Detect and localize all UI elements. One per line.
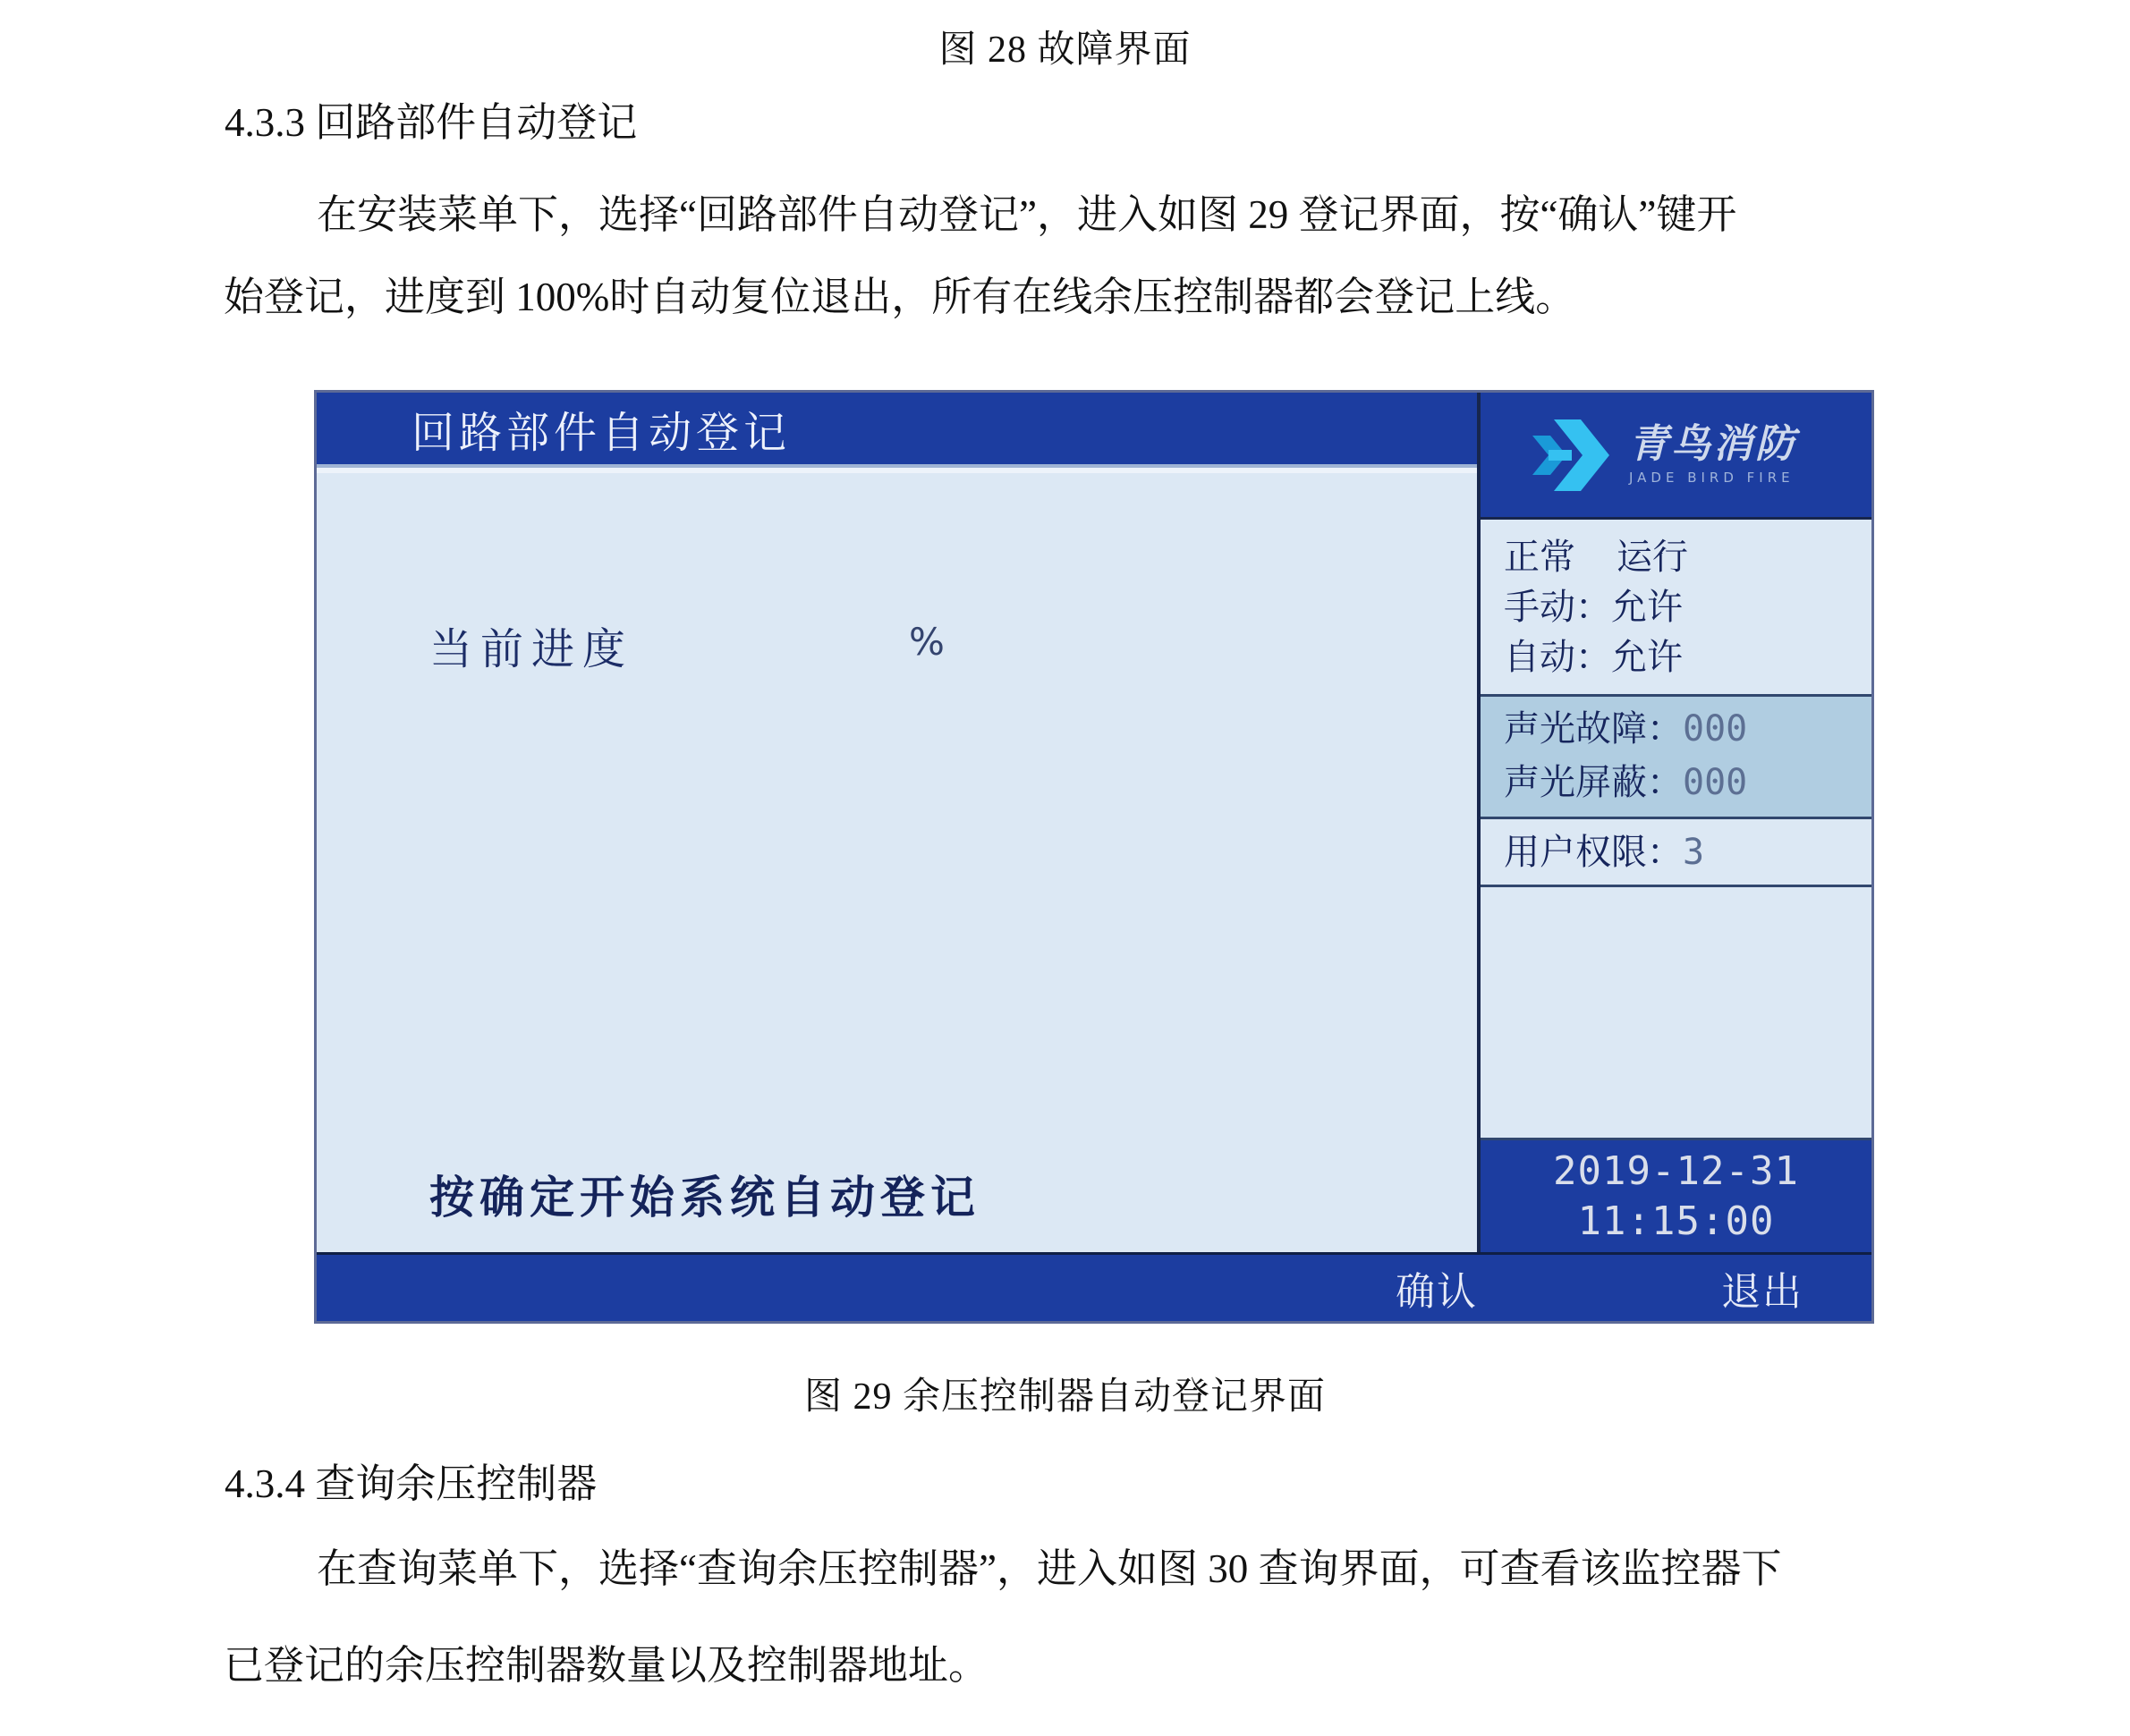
device-screen-body xyxy=(317,393,1871,1252)
paragraph-4-3-3-line1: 在安装菜单下，选择“回路部件自动登记”，进入如图 29 登记界面，按“确认”键开 xyxy=(317,192,1737,237)
device-screen-figure xyxy=(314,390,1874,1324)
screen-status-sidebar xyxy=(1477,393,1871,1252)
manual-value: 允许 xyxy=(1611,587,1683,628)
screen-softkey-bar xyxy=(317,1252,1871,1321)
figure-28-caption: 图 28 故障界面 xyxy=(938,30,1192,71)
progress-label: 当前进度 xyxy=(429,624,634,674)
state-value: 运行 xyxy=(1617,537,1688,578)
auto-label: 自动： xyxy=(1504,637,1611,678)
user-level-section xyxy=(1481,819,1871,887)
exit-button[interactable]: 退出 xyxy=(1721,1259,1803,1317)
brand-logo-block xyxy=(1481,393,1871,520)
manual-label: 手动： xyxy=(1504,587,1611,628)
status-row-auto xyxy=(1504,632,1871,682)
sound-shield-count: 000 xyxy=(1683,762,1748,803)
user-level-label: 用户权限： xyxy=(1504,831,1683,873)
section-4-3-3-heading: 4.3.3 回路部件自动登记 xyxy=(225,100,638,145)
progress-percent-unit: % xyxy=(909,620,945,664)
sound-shield-label: 声光屏蔽： xyxy=(1504,762,1683,803)
screen-main-area xyxy=(317,468,1477,1252)
status-row-manual xyxy=(1504,582,1871,632)
status-row-sound-fault xyxy=(1504,702,1871,756)
brand-subtitle: JADE BIRD FIRE xyxy=(1629,470,1795,486)
start-registration-hint: 按确定开始系统自动登记 xyxy=(429,1172,980,1224)
user-level-value: 3 xyxy=(1683,831,1705,873)
date-display: 2019-12-31 xyxy=(1553,1147,1799,1194)
confirm-button[interactable]: 确认 xyxy=(1396,1259,1478,1317)
sidebar-empty-area xyxy=(1481,887,1871,1138)
auto-value: 允许 xyxy=(1611,637,1683,678)
system-status-section xyxy=(1481,520,1871,697)
datetime-block xyxy=(1481,1138,1871,1252)
sound-light-section xyxy=(1481,697,1871,819)
status-row-state xyxy=(1504,532,1871,582)
figure-29-caption: 图 29 余压控制器自动登记界面 xyxy=(803,1376,1326,1418)
screen-title-bar xyxy=(317,393,1477,468)
paragraph-4-3-4-line1: 在查询菜单下，选择“查询余压控制器”，进入如图 30 查询界面，可查看该监控器下 xyxy=(317,1546,1782,1591)
section-4-3-4-heading: 4.3.4 查询余压控制器 xyxy=(225,1461,598,1506)
screen-left-region xyxy=(317,393,1477,1252)
jade-bird-logo-icon xyxy=(1531,414,1613,496)
sound-fault-label: 声光故障： xyxy=(1504,708,1683,749)
status-row-sound-shield xyxy=(1504,756,1871,809)
paragraph-4-3-4-line2: 已登记的余压控制器数量以及控制器地址。 xyxy=(224,1643,989,1688)
time-display: 11:15:00 xyxy=(1577,1198,1775,1244)
screen-title: 回路部件自动登记 xyxy=(412,407,792,458)
brand-name: 青鸟消防 xyxy=(1629,421,1797,467)
state-label: 正常 xyxy=(1504,537,1575,578)
status-row-user-level xyxy=(1504,827,1704,877)
sound-fault-count: 000 xyxy=(1683,708,1748,749)
paragraph-4-3-3-line2: 始登记，进度到 100%时自动复位退出，所有在线余压控制器都会登记上线。 xyxy=(224,275,1576,319)
brand-text-group xyxy=(1629,421,1797,486)
